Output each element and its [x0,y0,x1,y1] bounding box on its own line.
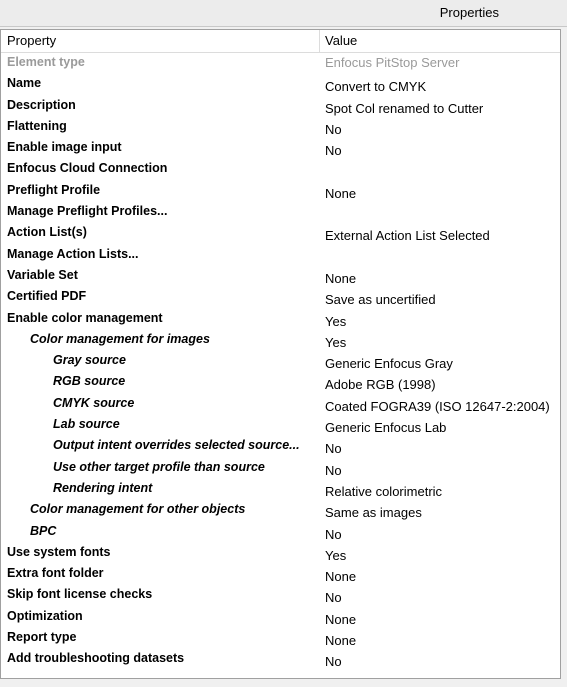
property-value[interactable]: Adobe RGB (1998) [325,377,436,393]
property-name: Action List(s) [7,225,87,240]
property-value[interactable]: Relative colorimetric [325,483,443,499]
property-value[interactable]: No [325,121,342,137]
table-row[interactable] [1,436,560,457]
properties-table [0,29,561,679]
property-value[interactable]: No [325,143,342,159]
table-row[interactable] [1,266,560,287]
property-name: CMYK source [53,395,135,410]
table-header [1,30,560,53]
table-row[interactable] [1,309,560,330]
property-name: Use system fonts [7,544,111,559]
table-row[interactable] [1,479,560,500]
table-row[interactable] [1,500,560,521]
property-name: Skip font license checks [7,587,153,602]
property-name: Enable image input [7,140,122,155]
table-row[interactable] [1,394,560,415]
table-row[interactable] [1,628,560,649]
property-value[interactable]: Yes [325,547,347,563]
property-name: Lab source [53,417,120,432]
property-name: Gray source [53,353,126,368]
property-value[interactable]: Enfocus PitStop Server [325,55,460,70]
panel-title: Properties [439,5,499,20]
property-name: Rendering intent [53,480,153,495]
property-name: Flattening [7,118,67,133]
table-row[interactable] [1,138,560,159]
property-value[interactable]: Save as uncertified [325,292,436,308]
property-value[interactable]: No [325,462,342,478]
table-row[interactable] [1,74,560,95]
table-row[interactable] [1,522,560,543]
table-row[interactable] [1,96,560,117]
property-name: Variable Set [7,267,78,282]
property-value[interactable]: Yes [325,313,347,329]
property-value[interactable]: No [325,590,342,606]
table-row[interactable] [1,585,560,606]
property-value[interactable]: Spot Col renamed to Cutter [325,100,484,116]
table-row[interactable] [1,607,560,628]
table-row[interactable] [1,223,560,244]
property-value[interactable]: No [325,654,342,670]
table-row[interactable] [1,181,560,202]
property-value[interactable]: None [325,270,357,286]
property-name: Enfocus Cloud Connection [7,161,168,176]
property-value[interactable]: None [325,633,357,649]
table-rows [1,53,560,671]
table-row[interactable] [1,564,560,585]
table-row[interactable] [1,287,560,308]
property-name: Extra font folder [7,566,104,581]
header-value[interactable]: Value [325,33,358,48]
property-value[interactable]: Yes [325,334,347,350]
property-value[interactable]: No [325,441,342,457]
property-name: Preflight Profile [7,182,101,197]
property-name: Color management for other objects [30,502,246,517]
table-row[interactable] [1,117,560,138]
property-name: Optimization [7,608,83,623]
property-name: Add troubleshooting datasets [7,651,185,666]
property-value[interactable]: None [325,185,357,201]
property-value[interactable]: Convert to CMYK [325,79,427,95]
property-name: RGB source [53,374,126,389]
column-divider[interactable] [319,30,320,52]
table-row[interactable] [1,245,560,266]
property-value[interactable]: None [325,569,357,585]
table-row[interactable] [1,202,560,223]
property-value[interactable]: Coated FOGRA39 (ISO 12647-2:2004) [325,398,550,414]
property-value[interactable]: No [325,526,342,542]
property-name: BPC [30,523,57,538]
property-name: Name [7,76,42,91]
table-row[interactable] [1,372,560,393]
table-row[interactable] [1,53,560,74]
property-value[interactable]: Same as images [325,505,422,521]
property-name: Use other target profile than source [53,459,265,474]
property-name: Description [7,97,76,112]
property-value[interactable]: None [325,611,357,627]
property-name: Output intent overrides selected source... [53,438,300,453]
property-name: Manage Preflight Profiles... [7,204,168,219]
property-name: Manage Action Lists... [7,246,139,261]
table-row[interactable] [1,159,560,180]
header-property[interactable]: Property [7,33,57,48]
table-row[interactable] [1,415,560,436]
property-value[interactable]: External Action List Selected [325,228,490,244]
panel-title-bar [0,0,567,27]
property-name: Enable color management [7,310,163,325]
property-name: Element type [7,55,85,69]
property-name: Color management for images [30,331,210,346]
table-row[interactable] [1,649,560,670]
property-name: Report type [7,630,77,645]
property-value[interactable]: Generic Enfocus Lab [325,420,447,436]
table-row[interactable] [1,543,560,564]
table-row[interactable] [1,458,560,479]
table-row[interactable] [1,351,560,372]
property-value[interactable]: Generic Enfocus Gray [325,356,453,372]
property-name: Certified PDF [7,289,87,304]
table-row[interactable] [1,330,560,351]
